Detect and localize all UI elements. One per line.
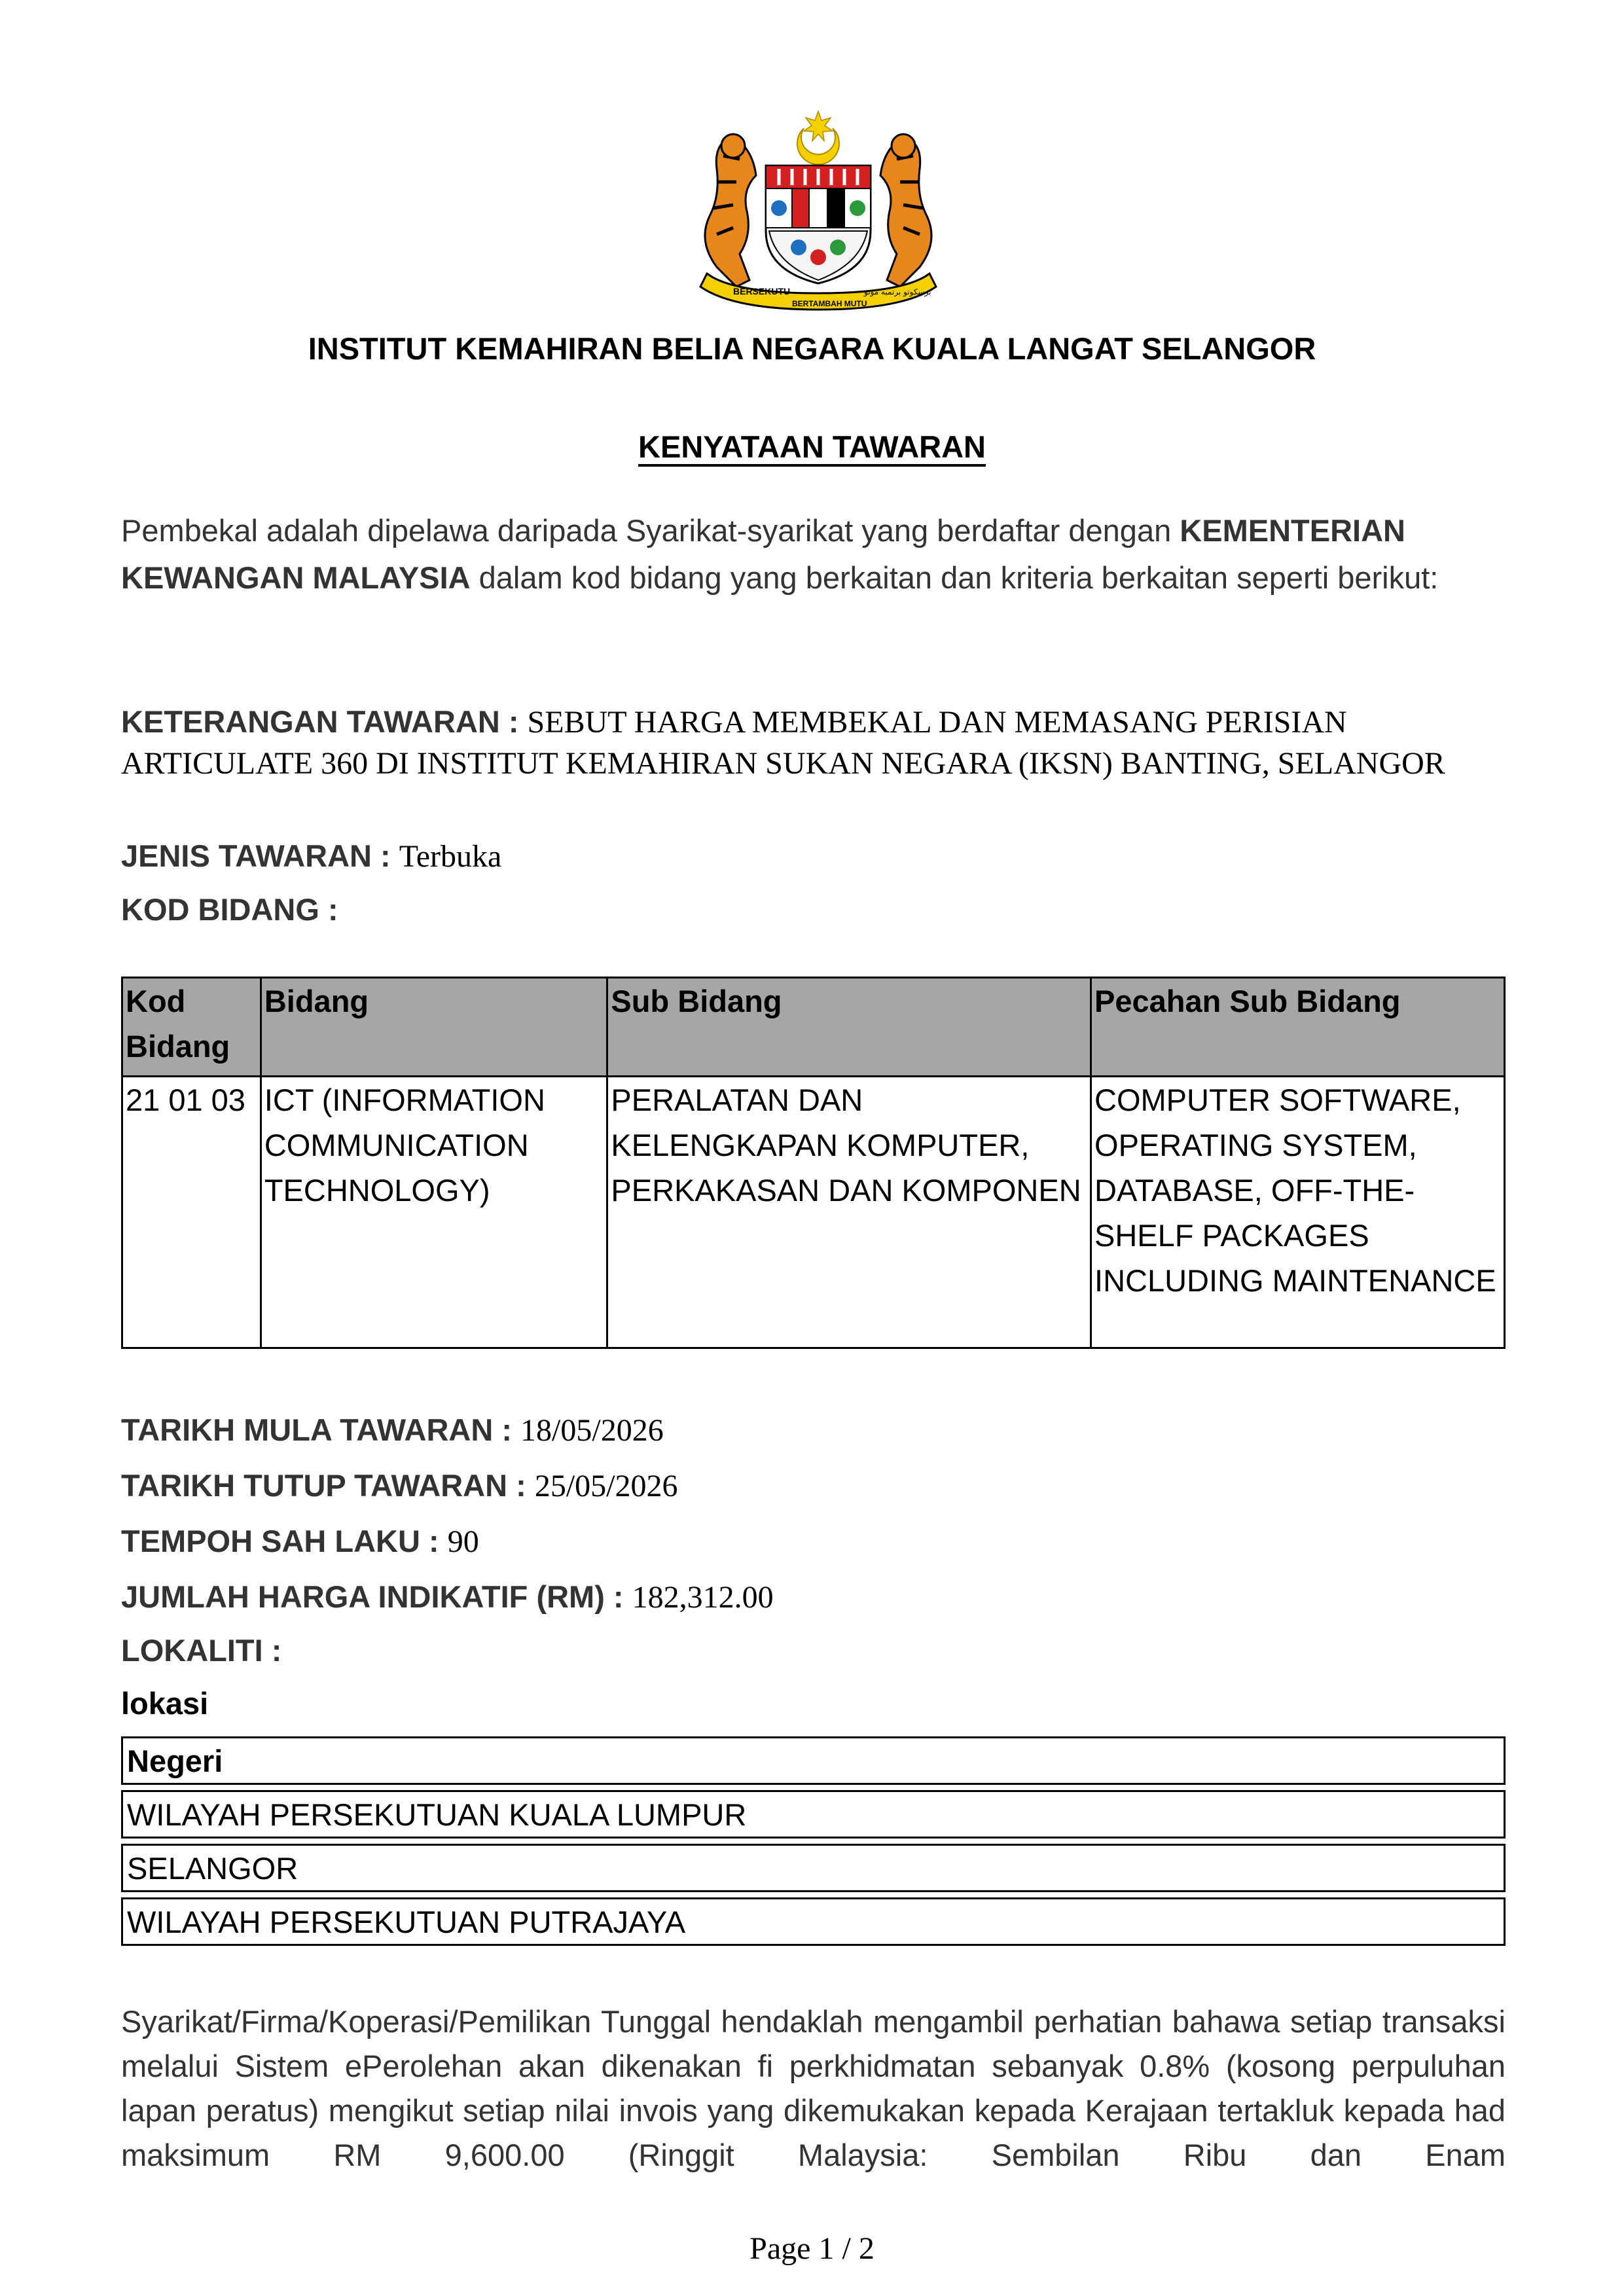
- intro-text-1: Pembekal adalah dipelawa daripada Syarikat-syarikat yang berdaftar dengan: [121, 513, 1180, 548]
- tempoh-label: TEMPOH SAH LAKU :: [121, 1524, 448, 1558]
- intro-paragraph: [121, 507, 1515, 601]
- tarikh-mula: [121, 1410, 1528, 1450]
- negeri-cell: SELANGOR: [121, 1844, 1506, 1892]
- tarikh-mula-value: 18/05/2026: [520, 1413, 664, 1448]
- table-row: [121, 1897, 1506, 1946]
- tarikh-tutup-value: 25/05/2026: [534, 1469, 678, 1503]
- notice-paragraph: Syarikat/Firma/Koperasi/Pemilikan Tunggal hendaklah mengambil perhatian bahawa setiap transaksi melalui Sistem ePerolehan akan dikenakan fi perkhidmatan sebanyak 0.8% (kosong perpuluhan lapan peratus) mengikut setiap nilai invois yang dikemukakan kepada Kerajaan tertakluk kepada had maksimum RM 9,600.00 (Ringgit Malaysia: Sembilan Ribu dan Enam: [121, 2004, 1506, 2172]
- kod-bidang-table: [121, 977, 1506, 1349]
- document-title: [0, 429, 1624, 465]
- kod-bidang-heading: [121, 890, 1528, 929]
- header-sub-bidang: Sub Bidang: [607, 978, 1091, 1077]
- table-row: [121, 1844, 1506, 1892]
- jenis-tawaran: [121, 836, 1528, 876]
- harga-label: JUMLAH HARGA INDIKATIF (RM) :: [121, 1579, 632, 1614]
- header-kod-bidang: Kod Bidang: [122, 978, 261, 1077]
- harga-value: 182,312.00: [632, 1580, 774, 1615]
- table-row: [121, 1790, 1506, 1839]
- cell-kod: 21 01 03: [122, 1077, 261, 1348]
- motto-jawi-text: برسکوتو برتمبه موتو: [864, 287, 931, 296]
- negeri-cell: WILAYAH PERSEKUTUAN KUALA LUMPUR: [121, 1790, 1506, 1839]
- header-pecahan-sub-bidang: Pecahan Sub Bidang: [1091, 978, 1505, 1077]
- lokaliti-label: LOKALITI :: [121, 1633, 282, 1668]
- jenis-label: JENIS TAWARAN :: [121, 838, 399, 873]
- motto-left-text: BERSEKUTU: [733, 286, 791, 296]
- malaysia-coat-of-arms-icon: [687, 110, 949, 319]
- lokasi-label: lokasi: [121, 1686, 209, 1721]
- jenis-value: Terbuka: [399, 839, 502, 874]
- kod-bidang-label: KOD BIDANG :: [121, 892, 338, 927]
- lokasi-header-row: [121, 1736, 1506, 1785]
- tempoh-value: 90: [447, 1524, 479, 1559]
- cell-bidang: ICT (INFORMATION COMMUNICATION TECHNOLOGY): [261, 1077, 607, 1348]
- jumlah-harga: [121, 1577, 1528, 1617]
- document-title-text: KENYATAAN TAWARAN: [638, 429, 986, 464]
- tarikh-tutup: [121, 1466, 1528, 1506]
- right-tiger-icon: [880, 134, 931, 287]
- tempoh-sah-laku: [121, 1522, 1528, 1562]
- motto-bottom-text: BERTAMBAH MUTU: [792, 299, 867, 308]
- intro-text-2: dalam kod bidang yang berkaitan dan kriteria berkaitan seperti berikut:: [470, 560, 1439, 595]
- keterangan-tawaran: [121, 702, 1528, 784]
- negeri-cell: WILAYAH PERSEKUTUAN PUTRAJAYA: [121, 1897, 1506, 1946]
- table-row: [122, 1077, 1505, 1348]
- tarikh-tutup-label: TARIKH TUTUP TAWARAN :: [121, 1468, 535, 1503]
- keterangan-label: KETERANGAN TAWARAN :: [121, 704, 528, 739]
- institution-name: INSTITUT KEMAHIRAN BELIA NEGARA KUALA LANGAT SELANGOR: [308, 331, 1316, 366]
- tarikh-mula-label: TARIKH MULA TAWARAN :: [121, 1412, 521, 1447]
- lokasi-table: [121, 1731, 1506, 1951]
- header-negeri: Negeri: [121, 1736, 1506, 1785]
- intro-ministry: KEMENTERIAN KEWANGAN MALAYSIA: [121, 513, 1405, 595]
- cell-pecahan: COMPUTER SOFTWARE, OPERATING SYSTEM, DATABASE, OFF-THE-SHELF PACKAGES INCLUDING MAINTENANCE: [1091, 1077, 1505, 1348]
- lokaliti-heading: [121, 1631, 1528, 1670]
- shield-icon: [766, 166, 871, 283]
- table-header-row: [122, 978, 1505, 1077]
- crescent-star-icon: [797, 111, 839, 164]
- left-tiger-icon: [705, 134, 756, 287]
- keterangan-value: SEBUT HARGA MEMBEKAL DAN MEMASANG PERISIAN ARTICULATE 360 DI INSTITUT KEMAHIRAN SUKAN NEGARA (IKSN) BANTING, SELANGOR: [121, 705, 1445, 781]
- header-bidang: Bidang: [261, 978, 607, 1077]
- cell-sub-bidang: PERALATAN DAN KELENGKAPAN KOMPUTER, PERKAKASAN DAN KOMPONEN: [607, 1077, 1091, 1348]
- page-number: Page 1 / 2: [749, 2231, 875, 2266]
